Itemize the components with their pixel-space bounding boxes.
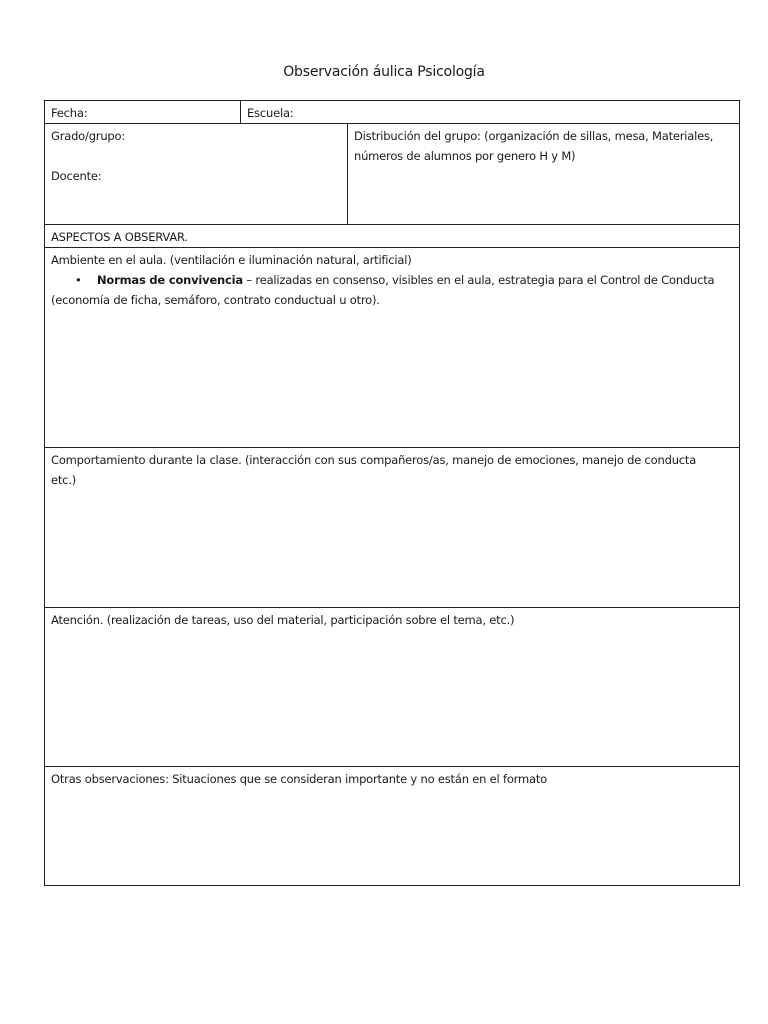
escuela-cell[interactable] [241, 101, 740, 124]
ambiente-label: Ambiente en el aula. (ventilación e iluminación natural, artificial) [51, 253, 412, 267]
otras-cell[interactable] [45, 767, 740, 886]
row-fecha-escuela [45, 101, 740, 124]
distribucion-label: Distribución del grupo: (organización de sillas, mesa, Materiales, números de alumnos por genero H y M) [354, 129, 714, 163]
document-title: Observación áulica Psicología [283, 64, 485, 80]
bullet-symbol: • [75, 273, 82, 287]
observation-form-table [44, 100, 740, 886]
row-ambiente [45, 248, 740, 448]
grado-label: Grado/grupo: [51, 129, 126, 143]
distribucion-cell[interactable] [348, 124, 740, 225]
docente-label: Docente: [51, 169, 102, 183]
comportamiento-cell[interactable] [45, 448, 740, 608]
aspectos-heading: ASPECTOS A OBSERVAR. [51, 230, 188, 244]
row-otras [45, 767, 740, 886]
spacer [51, 146, 341, 166]
otras-label: Otras observaciones: Situaciones que se consideran importante y no están en el formato [51, 772, 547, 786]
bullet-normas [51, 273, 714, 307]
normas-convivencia-bold: Normas de convivencia [97, 273, 243, 287]
row-aspectos [45, 225, 740, 248]
grado-docente-cell[interactable] [45, 124, 348, 225]
row-atencion [45, 608, 740, 767]
escuela-label: Escuela: [247, 106, 294, 120]
aspectos-cell [45, 225, 740, 248]
atencion-cell[interactable] [45, 608, 740, 767]
fecha-label: Fecha: [51, 106, 88, 120]
atencion-label: Atención. (realización de tareas, uso del material, participación sobre el tema, etc.) [51, 613, 515, 627]
normas-convivencia-text: – realizadas en consenso, visibles en el aula, estrategia para el Control de Conducta (economía de ficha, semáforo, contrato conductual u otro). [51, 273, 715, 307]
row-comportamiento [45, 448, 740, 608]
ambiente-cell[interactable] [45, 248, 740, 448]
row-grado-distribucion [45, 124, 740, 225]
comportamiento-label: Comportamiento durante la clase. (interacción con sus compañeros/as, manejo de emociones, manejo de conducta etc.) [51, 453, 697, 487]
fecha-cell[interactable] [45, 101, 241, 124]
